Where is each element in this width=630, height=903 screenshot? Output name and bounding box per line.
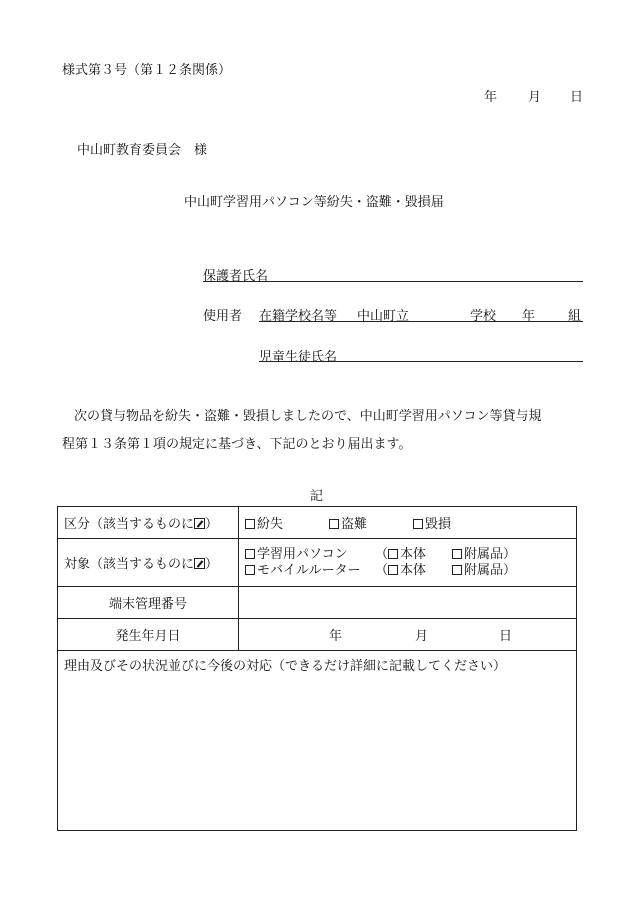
target-row [58,539,577,587]
target-item-pc: 学習用パソコン （ 本体 附属品） [245,547,570,563]
option-loss[interactable]: 紛失 [245,513,329,532]
date-row [58,619,577,651]
option-damage[interactable]: 毀損 [413,513,451,532]
reason-field[interactable] [58,651,577,831]
checkbox-icon[interactable] [452,565,462,575]
date-year-label: 年 [484,90,498,105]
checkbox-icon[interactable] [245,549,255,559]
terminal-row [58,587,577,619]
terminal-number-label: 端末管理番号 [58,587,239,619]
addressee: 中山町教育委員会 様 [77,143,208,158]
date-day-label: 日 [570,90,584,105]
ki-heading: 記 [310,489,324,504]
guardian-name-line[interactable] [203,281,583,282]
body-text-line1: 次の貸与物品を紛失・盗難・毀損しましたので、中山町学習用パソコン等貸与規 [74,409,542,424]
student-name-line[interactable] [259,361,583,362]
school-name-line[interactable] [259,321,583,322]
student-name-label: 児童生徒氏名 [259,350,338,365]
user-label: 使用者 [203,309,243,324]
checkmark-icon [194,518,205,529]
guardian-name-label: 保護者氏名 [203,269,269,284]
target-label: 対象（該当するものに ） [58,539,239,587]
document-title: 中山町学習用パソコン等紛失・盗難・毀損届 [184,195,444,210]
terminal-number-field[interactable] [239,587,577,619]
class-label: 組 [568,309,582,324]
checkbox-icon[interactable] [413,519,423,529]
checkmark-icon [194,558,205,569]
report-table [57,506,577,831]
checkbox-icon[interactable] [245,519,255,529]
category-options [239,507,577,539]
occurrence-date-label: 発生年月日 [58,619,239,651]
date-month-label: 月 [528,90,542,105]
reason-label: 理由及びその状況並びに今後の対応（できるだけ詳細に記載してください） [64,659,507,674]
occurrence-date-field[interactable]: 年 月 日 [239,619,577,651]
checkbox-icon[interactable] [388,565,398,575]
category-label: 区分（該当するものに ） [58,507,239,539]
form-number: 様式第３号（第１２条関係） [62,63,232,78]
town-prefix: 中山町立 [357,309,410,324]
school-suffix: 学校 [470,309,497,324]
target-options [239,539,577,587]
checkbox-icon[interactable] [245,565,255,575]
checkbox-icon[interactable] [388,549,398,559]
checkbox-icon[interactable] [452,549,462,559]
category-row [58,507,577,539]
option-theft[interactable]: 盗難 [329,513,413,532]
checkbox-icon[interactable] [329,519,339,529]
reason-row [58,651,577,831]
grade-label: 年 [522,309,536,324]
school-name-label: 在籍学校名等 [259,309,338,324]
target-item-router: モバイルルーター （ 本体 附属品） [245,563,570,579]
body-text-line2: 程第１３条第１項の規定に基づき、下記のとおり届出ます。 [62,437,412,452]
